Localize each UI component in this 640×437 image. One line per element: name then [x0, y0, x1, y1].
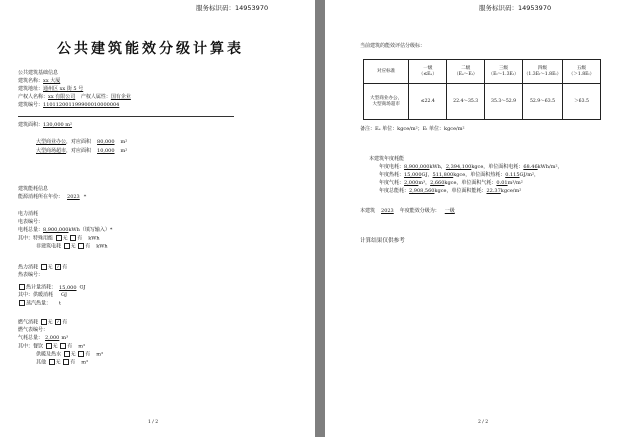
special-yes-checkbox[interactable]: [70, 235, 76, 241]
heat-yes-checkbox[interactable]: ✓: [56, 264, 60, 269]
grade-value-3: 35.3～52.9: [485, 84, 523, 120]
reference-note: 计算结果仅供参考: [360, 238, 405, 244]
heat-meter-row: 热表编号：: [18, 272, 53, 279]
heat-consumption-row: 热力消耗 无 ✓ 有: [18, 264, 68, 271]
heat-meter-field[interactable]: [43, 272, 53, 278]
nonbuilding-none-checkbox[interactable]: [64, 243, 70, 249]
grade-table-caption: 当前建筑的能效评估分级标：: [360, 43, 426, 49]
service-id-header: 服务标识码：14953970: [196, 4, 269, 12]
gas-meter-field[interactable]: [48, 327, 58, 333]
heat-supply-field[interactable]: [53, 292, 61, 298]
grade-result-row: 本建筑 2023 年度能效分级为： 一级: [360, 208, 460, 215]
special-energy-row: 其中：特殊用能 无 有 kWh: [18, 235, 100, 242]
annual-heat-row: 年度热耗：15,000GJ，511,800kgce，单位面积热耗：0.115GJ/m²，: [379, 172, 539, 178]
annual-gas-kgce: 2,660: [430, 180, 445, 186]
annual-electricity-intensity: 68.46: [523, 164, 538, 170]
building-area-field[interactable]: 130,000 m²: [43, 122, 73, 128]
annual-heat-intensity: 0.115: [505, 172, 520, 178]
function-2-area[interactable]: 10,000: [97, 148, 115, 154]
grade-header-standard: 对应标准: [364, 60, 409, 84]
annual-gas-row: 年度气耗：2,000m³，2,660kgce，单位面积气耗：0.01m³/m²: [379, 180, 523, 186]
annual-gas-value: 2,000: [404, 180, 419, 186]
gas-kitchen-yes-checkbox[interactable]: [60, 343, 66, 349]
owner-name-field[interactable]: xx 有限公司: [48, 94, 76, 100]
document-page-1: [0, 0, 315, 437]
grade-value-4: 52.9～63.5: [523, 84, 563, 120]
energy-year-row: 能源消耗所在年份： 2023 *: [18, 194, 87, 200]
building-code-field[interactable]: 110112001199900010000004: [43, 102, 120, 108]
energy-year-field[interactable]: 2023: [67, 194, 80, 200]
annual-heat-kgce: 511,800: [432, 172, 454, 178]
page-number: 1 / 2: [148, 420, 159, 425]
function-2-type[interactable]: 大型商场超市: [36, 148, 67, 154]
nonbuilding-electricity-row: 非建筑电耗 无 有 kWh: [36, 243, 108, 250]
grade-header-2: 二级 （Eₑ～Eₗ）: [447, 60, 485, 84]
area-row: 建筑面积：130,000 m²: [18, 122, 73, 128]
annual-gas-intensity: 0.01: [496, 180, 508, 186]
page-number: 2 / 2: [478, 420, 489, 425]
gas-boiler-row: 供暖及热水 无 有 m³: [36, 351, 103, 358]
grade-value-5: ＞63.5: [562, 84, 600, 120]
gas-kitchen-none-checkbox[interactable]: [46, 343, 52, 349]
annual-electricity-kgce: 2,394,100: [445, 164, 472, 170]
steam-row: 蒸汽热量： t: [18, 300, 61, 308]
annual-heat-value: 15,000: [404, 172, 422, 178]
gas-kitchen-row: 其中：餐饮 无 有 m³: [18, 343, 85, 350]
steam-field[interactable]: [51, 301, 59, 307]
meter-number-row: 电表编号：: [18, 219, 53, 226]
function-1-area[interactable]: 80,000: [97, 139, 115, 145]
energy-info-heading: 建筑能耗信息: [18, 186, 49, 192]
grade-header-3: 三级 （Eₗ～1.3Eₗ）: [485, 60, 523, 84]
electricity-total-field[interactable]: 8,900,000: [43, 227, 69, 233]
service-id-header: 服务标识码：14953970: [479, 4, 552, 12]
gas-boiler-none-checkbox[interactable]: [64, 351, 70, 357]
meter-number-field[interactable]: [43, 219, 53, 225]
grade-header-1: 一级 （≤Eₑ）: [409, 60, 447, 84]
special-none-checkbox[interactable]: [56, 235, 62, 241]
building-address-row: 建筑地址：通州区 xx 街 5 号: [18, 86, 84, 92]
gas-yes-checkbox[interactable]: ✓: [56, 319, 60, 324]
electricity-heading: 电力消耗: [18, 211, 39, 217]
electricity-total-row: 电耗总量：8,900,000kWh（填写输入）*: [18, 227, 113, 233]
heat-metered-field[interactable]: 15,000: [59, 284, 77, 291]
gas-other-row: 其他 无 有 m³: [36, 359, 88, 366]
function-1-type[interactable]: 大型商业办公: [36, 139, 67, 145]
grade-value-2: 22.4～35.3: [447, 84, 485, 120]
steam-checkbox[interactable]: [19, 300, 25, 306]
function-row-2: 大型商场超市，对应面积 10,000 m²: [36, 148, 128, 154]
annual-electricity-value: 8,900,000: [404, 164, 430, 170]
gas-meter-row: 燃气表编号：: [18, 327, 58, 334]
annual-total-row: 年度总能耗：2,908,560kgce，单位面积能耗：22.37kgce/m²: [379, 188, 522, 194]
nonbuilding-yes-checkbox[interactable]: [78, 243, 84, 249]
annual-energy-heading: 本建筑年度耗能: [369, 156, 405, 162]
annual-electricity-row: 年度电耗：8,900,000kWh，2,394,100kgce，单位面积电耗：68.46kWh/m²，: [379, 164, 563, 170]
gas-total-row: 气耗总量： 2,000 m³: [18, 335, 69, 341]
building-name-row: 建筑名称：xx 大厦: [18, 78, 61, 84]
basic-info-heading: 公共建筑基础信息: [18, 70, 59, 76]
heat-none-checkbox[interactable]: [41, 264, 47, 270]
annual-total-intensity: 22.37: [486, 188, 501, 194]
grade-header-5: 五级 （＞1.8Eₗ）: [562, 60, 600, 84]
heat-metered-checkbox[interactable]: [19, 284, 25, 290]
grade-result-year: 2023: [381, 208, 394, 214]
owner-row: 产权人名称：xx 有限公司 产权人属性：国有企业: [18, 94, 131, 100]
annual-total-value: 2,908,560: [409, 188, 435, 194]
grade-row-label: 大型商业办公， 大型商场超市: [364, 84, 409, 120]
unit-note: 备注：Eₑ 单位：kgce/m²；Eₗ 单位：kgce/m²: [360, 126, 465, 132]
building-code-row: 建筑编号：110112001199900010000004: [18, 102, 120, 108]
grade-value-1: ≤22.4: [409, 84, 447, 120]
document-page-2: [325, 0, 640, 437]
gas-total-field[interactable]: 2,000: [45, 335, 60, 341]
section-divider: [18, 116, 234, 117]
grade-result-value: 一级: [444, 208, 455, 214]
page-title: 公共建筑能效分级计算表: [57, 41, 244, 57]
heat-supply-row: 其中：供暖消耗 GJ: [18, 292, 68, 298]
building-name-field[interactable]: xx 大厦: [43, 78, 61, 84]
gas-none-checkbox[interactable]: [41, 319, 47, 325]
gas-consumption-row: 燃气消耗 无 ✓ 有: [18, 319, 68, 326]
gas-other-none-checkbox[interactable]: [49, 359, 55, 365]
function-row-1: 大型商业办公，对应面积 80,000 m²: [36, 139, 128, 145]
heat-metered-row: 热计量消耗： 15,000 GJ: [18, 284, 86, 292]
gas-boiler-yes-checkbox[interactable]: [78, 351, 84, 357]
owner-attribute-field[interactable]: 国有企业: [110, 94, 131, 100]
grade-header-4: 四级 （1.3Eₗ～1.8Eₗ）: [523, 60, 563, 84]
building-address-field[interactable]: 通州区 xx 街 5 号: [43, 86, 84, 92]
gas-other-yes-checkbox[interactable]: [63, 359, 69, 365]
grade-standard-table: [363, 59, 601, 120]
